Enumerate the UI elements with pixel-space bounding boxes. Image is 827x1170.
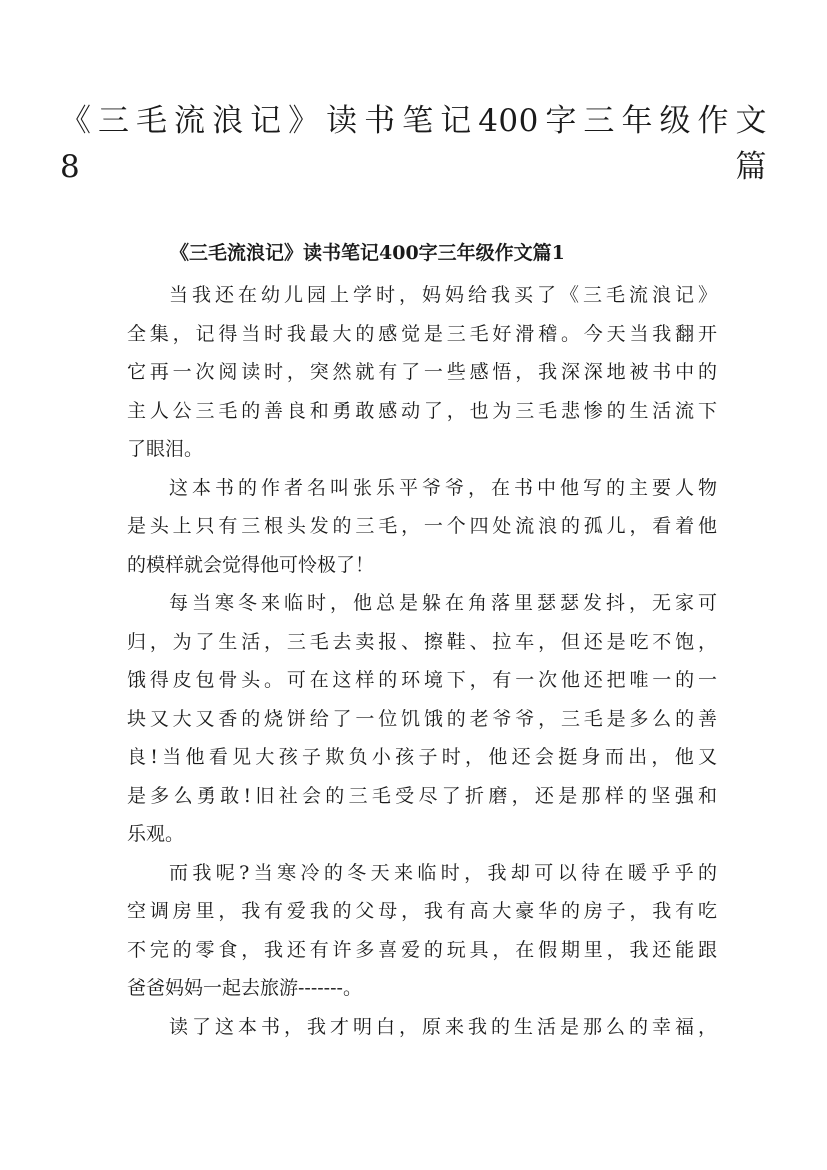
- text-line: 不完的零食，我还有许多喜爱的玩具，在假期里，我还能跟: [127, 938, 717, 961]
- paragraph: [127, 276, 717, 469]
- paragraph: [127, 1008, 717, 1047]
- text-line: 块又大又香的烧饼给了一位饥饿的老爷爷，三毛是多么的善: [127, 707, 717, 730]
- text-line: 读了这本书，我才明白，原来我的生活是那么的幸福，: [169, 1015, 717, 1038]
- text-line: 饿得皮包骨头。可在这样的环境下，有一次他还把唯一的一: [127, 669, 717, 691]
- text-line: 当我还在幼儿园上学时，妈妈给我买了《三毛流浪记》: [169, 284, 717, 306]
- text-line: 乐观。: [127, 823, 185, 845]
- text-line: 主人公三毛的善良和勇敢感动了，也为三毛悲惨的生活流下: [127, 399, 717, 422]
- text-line: 是头上只有三根头发的三毛，一个四处流浪的孤儿，看着他: [127, 515, 717, 537]
- text-line: 爸爸妈妈一起去旅游-------。: [127, 977, 362, 999]
- text-line: 良!当他看见大孩子欺负小孩子时，他还会挺身而出，他又: [127, 746, 717, 768]
- text-line: 归，为了生活，三毛去卖报、擦鞋、拉车，但还是吃不饱，: [127, 630, 717, 653]
- text-line: 每当寒冬来临时，他总是躲在角落里瑟瑟发抖，无家可: [169, 592, 717, 614]
- text-line: 空调房里，我有爱我的父母，我有高大豪华的房子，我有吃: [127, 900, 717, 922]
- paragraph: [127, 469, 717, 585]
- text-line: 的模样就会觉得他可怜极了！: [127, 553, 375, 576]
- text-line: 这本书的作者名叫张乐平爷爷，在书中他写的主要人物: [169, 476, 717, 499]
- paragraph: [127, 584, 717, 854]
- text-line: 而我呢?当寒冷的冬天来临时，我却可以待在暖乎乎的: [169, 861, 717, 884]
- text-line: 是多么勇敢!旧社会的三毛受尽了折磨，还是那样的坚强和: [127, 784, 717, 807]
- text-line: 全集，记得当时我最大的感觉是三毛好滑稽。今天当我翻开: [127, 322, 717, 345]
- document-title: [60, 98, 767, 190]
- paragraph: [127, 854, 717, 1008]
- title-line: 《三毛流浪记》读书笔记400字三年级作文: [60, 103, 767, 139]
- text-line: 了眼泪。: [127, 438, 204, 460]
- article-body: [127, 276, 717, 1046]
- text-line: 它再一次阅读时，突然就有了一些感悟，我深深地被书中的: [127, 361, 717, 383]
- section-heading: 《三毛流浪记》读书笔记400字三年级作文篇1: [170, 242, 565, 264]
- title-line: 8篇: [60, 149, 767, 185]
